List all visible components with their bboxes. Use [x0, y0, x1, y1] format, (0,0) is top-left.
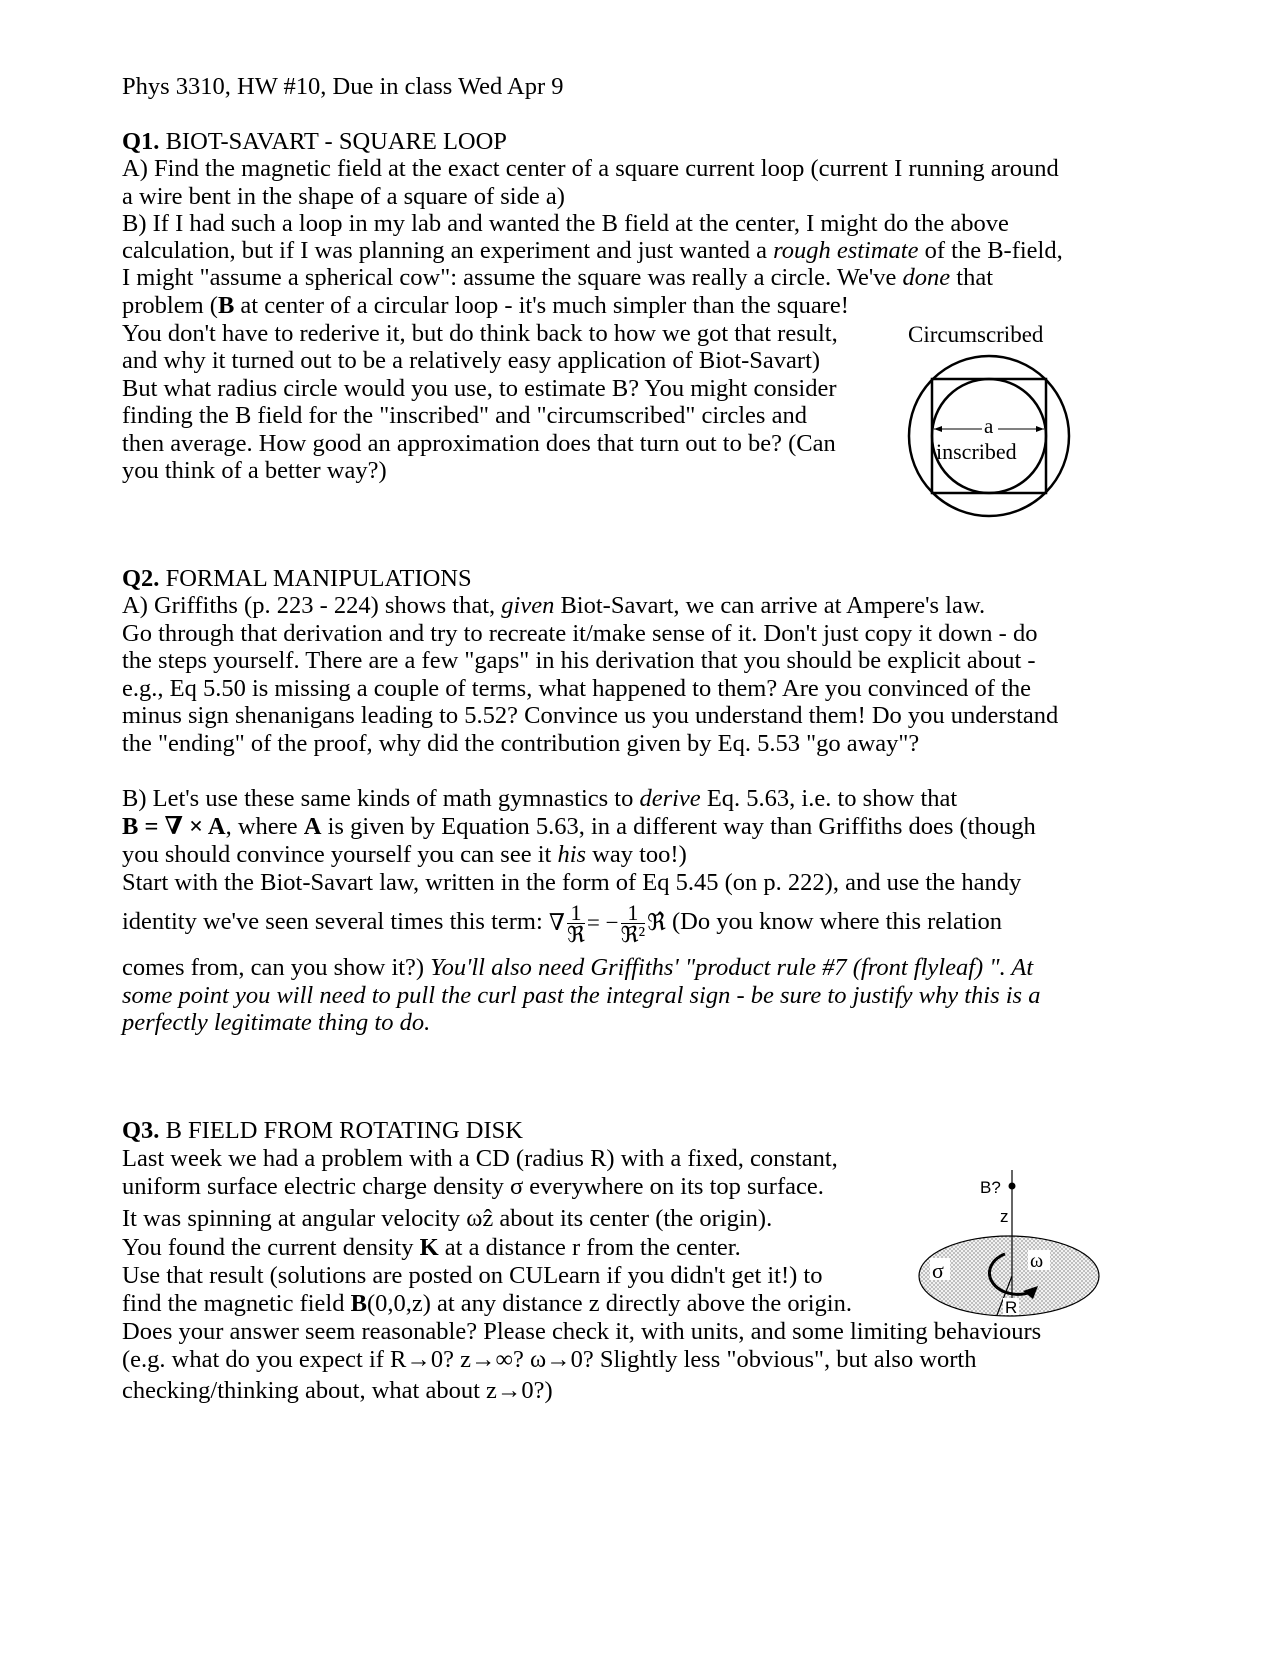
q3-text-line: uniform surface electric charge density σ everywhere on its top surface.	[122, 1173, 824, 1200]
arrow-head-right	[1036, 426, 1044, 432]
q1-text-line: B) If I had such a loop in my lab and wanted the B field at the center, I might do the above	[122, 210, 1009, 237]
q1-number: Q1.	[122, 128, 160, 155]
q3-text: at a distance r from the center.	[438, 1234, 741, 1261]
q3-text-line: Last week we had a problem with a CD (radius R) with a fixed, constant,	[122, 1145, 838, 1172]
square-loop-figure	[900, 320, 1080, 525]
q3-bold-symbol: B	[350, 1290, 367, 1317]
q3-heading	[122, 1116, 523, 1145]
q3-text-line	[122, 1289, 852, 1318]
q2-text-line	[122, 840, 687, 869]
unit-vector-R: ℜ̂	[647, 909, 666, 935]
q1-text: of the B-field,	[918, 237, 1063, 264]
q2-identity-line	[122, 900, 1002, 946]
q2-text-line: the "ending" of the proof, why did the contribution given by Eq. 5.53 "go away"?	[122, 730, 920, 757]
q2-text: B) Let's use these same kinds of math gymnastics to	[122, 785, 640, 812]
q3-text: find the magnetic field	[122, 1290, 351, 1317]
q2-bold-symbol: A	[303, 813, 322, 840]
fraction-one-over-R-squared	[620, 899, 646, 947]
q1-text-line	[122, 236, 1063, 265]
nabla-symbol: ∇	[548, 909, 565, 935]
curl-equation: B = ∇ × A	[122, 813, 226, 840]
q1-text-line	[122, 291, 849, 320]
q2-text-line: e.g., Eq 5.50 is missing a couple of terms, what happened to them? Are you convinced of the	[122, 675, 1032, 702]
field-query-label: B?	[980, 1178, 1001, 1197]
q3-text: (0,0,z) at any distance z directly above the origin.	[366, 1290, 852, 1317]
q1-text-line: But what radius circle would you use, to estimate B? You might consider	[122, 375, 837, 402]
q3-number: Q3.	[122, 1117, 160, 1144]
q1-text: problem (	[122, 292, 218, 319]
q1-title: BIOT-SAVART - SQUARE LOOP	[159, 128, 507, 155]
q2-emphasis: given	[501, 592, 555, 619]
identity-equation	[549, 901, 666, 946]
rotating-disk-figure	[915, 1150, 1115, 1380]
q3-text-line: checking/thinking about, what about z→0?)	[122, 1377, 553, 1404]
q2-text-line: the steps yourself. There are a few "gaps" in his derivation that you should be explicit about -	[122, 647, 1036, 674]
q2-text-line	[122, 812, 1036, 841]
q2-text-line: perfectly legitimate thing to do.	[122, 1009, 431, 1036]
q2-text: you should convince yourself you can see it	[122, 841, 558, 868]
q1-text-line: a wire bent in the shape of a square of side a)	[122, 183, 565, 210]
q2-text-line: some point you will need to pull the curl past the integral sign - be sure to justify why this is a	[122, 982, 1041, 1009]
q2-text: , where	[225, 813, 304, 840]
q1-emphasis: rough estimate	[773, 237, 919, 264]
q3-text: You found the current density	[122, 1234, 420, 1261]
q2-text-line: Go through that derivation and try to recreate it/make sense of it. Don't just copy it down - do	[122, 620, 1038, 647]
q3-title: B FIELD FROM ROTATING DISK	[159, 1117, 523, 1144]
q2-text: (Do you know where this relation	[671, 908, 1002, 935]
denominator: ℜ²	[620, 921, 646, 947]
q2-number: Q2.	[122, 565, 160, 592]
q1-text: I might "assume a spherical cow": assume the square was really a circle. We've	[122, 264, 903, 291]
q2-text-line	[122, 591, 985, 620]
q2-text-line: Start with the Biot-Savart law, written in the form of Eq 5.45 (on p. 222), and use the handy	[122, 869, 1022, 896]
q3-text-line: It was spinning at angular velocity ωẑ about its center (the origin).	[122, 1205, 773, 1232]
q2-text: is given by Equation 5.63, in a different way than Griffiths does (though	[321, 813, 1036, 840]
q1-text: that	[950, 264, 994, 291]
q1-heading	[122, 127, 507, 156]
q1-text: calculation, but if I was planning an experiment and just wanted a	[122, 237, 774, 264]
q1-text-line: A) Find the magnetic field at the exact center of a square current loop (current I running around	[122, 155, 1059, 182]
omega-label: ω	[1030, 1250, 1044, 1272]
q2-title: FORMAL MANIPULATIONS	[159, 565, 472, 592]
q3-bold-symbol: K	[419, 1234, 439, 1261]
q3-text-line: (e.g. what do you expect if R→0? z→∞? ω→0? Slightly less "obvious", but also worth	[122, 1346, 977, 1373]
numerator: 1	[570, 899, 582, 925]
q2-text-line	[122, 784, 957, 813]
equals-minus: = −	[586, 909, 619, 935]
sigma-label: σ	[932, 1258, 944, 1283]
q2-text-line: minus sign shenanigans leading to 5.52? Convince us you understand them! Do you understand	[122, 702, 1059, 729]
fraction-one-over-R	[566, 899, 585, 947]
q2-text: comes from, can you show it?)	[122, 954, 431, 981]
q1-emphasis: done	[902, 264, 951, 291]
q2-emphasis: derive	[639, 785, 701, 812]
denominator: ℜ	[566, 921, 585, 947]
q2-text: Biot-Savart, we can arrive at Ampere's law.	[554, 592, 986, 619]
circumscribed-label: Circumscribed	[908, 322, 1044, 347]
side-a-label: a	[984, 414, 994, 438]
q2-text: Eq. 5.63, i.e. to show that	[700, 785, 958, 812]
q1-text-line: you think of a better way?)	[122, 457, 387, 484]
q2-emphasis: his	[557, 841, 587, 868]
q2-text: identity we've seen several times this term:	[122, 908, 549, 935]
q1-text-line: You don't have to rederive it, but do think back to how we got that result,	[122, 320, 838, 347]
q1-text-line: finding the B field for the "inscribed" and "circumscribed" circles and	[122, 402, 807, 429]
arrow-head-left	[934, 426, 942, 432]
numerator: 1	[627, 899, 639, 925]
page-header: Phys 3310, HW #10, Due in class Wed Apr 9	[122, 73, 564, 100]
q2-text-line	[122, 953, 1033, 982]
q1-text: at center of a circular loop - it's much simpler than the square!	[234, 292, 849, 319]
q3-text-line	[122, 1233, 741, 1262]
q2-text: A) Griffiths (p. 223 - 224) shows that,	[122, 592, 502, 619]
q1-text-line: and why it turned out to be a relatively easy application of Biot-Savart)	[122, 347, 821, 374]
inscribed-label: inscribed	[936, 439, 1017, 464]
radius-label: R	[1005, 1298, 1018, 1317]
q2-text: way too!)	[586, 841, 687, 868]
q3-text-line: Use that result (solutions are posted on CULearn if you didn't get it!) to	[122, 1262, 823, 1289]
q2-emphasis: You'll also need Griffiths' "product rule #7 (front flyleaf) ". At	[430, 954, 1034, 981]
q1-bold-symbol: B	[217, 292, 235, 319]
field-point	[1009, 1183, 1016, 1190]
q1-text-line: then average. How good an approximation does that turn out to be? (Can	[122, 430, 836, 457]
z-label: z	[1000, 1207, 1009, 1226]
q2-heading	[122, 564, 472, 593]
q1-text-line	[122, 263, 993, 292]
q3-text-line: Does your answer seem reasonable? Please check it, with units, and some limiting behaviours	[122, 1318, 1042, 1345]
